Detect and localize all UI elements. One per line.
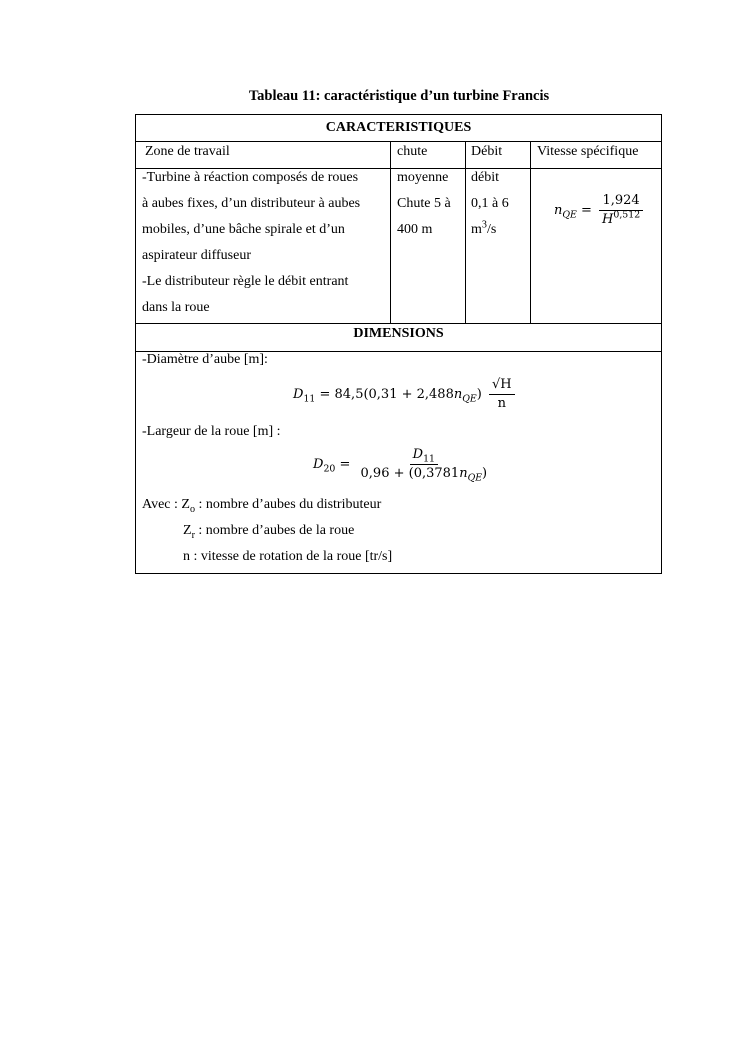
largeur-label: -Largeur de la roue [m] : <box>142 424 281 439</box>
col-header-debit: Débit <box>471 144 503 159</box>
zr-line: $Z_r$ : nombre d’aubes de la roue <box>183 523 355 541</box>
chute-line: 400 m <box>397 222 433 237</box>
diametre-formula: $D_{11} = 84,5(0,31 + 2,488n_{QE})$ $\frac{√H}{n}$ <box>293 377 518 412</box>
characteristics-table <box>135 114 662 574</box>
zone-description <box>142 165 386 321</box>
vitesse-formula: $n_{QE}$ = $\frac{1,924}{H^{0,512}}$ <box>554 193 646 228</box>
diametre-label: -Diamètre d’aube [m]: <box>142 352 268 367</box>
col-divider <box>465 141 466 323</box>
largeur-formula: $D_{20}$ = $\frac{D_{11}}{0,96 + (0,3781n_{QE})}$ <box>313 447 488 484</box>
col-header-chute: chute <box>397 144 428 159</box>
n-line: n : vitesse de rotation de la roue [tr/s] <box>183 549 393 564</box>
debit-line: débit <box>471 170 499 185</box>
chute-line: moyenne <box>397 170 449 185</box>
col-divider <box>530 141 531 323</box>
zone-line: dans la roue <box>142 300 210 315</box>
debit-value <box>471 165 529 243</box>
col-divider <box>390 141 391 323</box>
zone-line: -Le distributeur règle le débit entrant <box>142 274 349 289</box>
debit-line: $m^3/s$ <box>471 219 497 237</box>
table-title: Tableau 11: caractéristique d’un turbine Francis <box>248 88 550 104</box>
chute-line: Chute 5 à <box>397 196 451 211</box>
zone-line: -Turbine à réaction composés de roues <box>142 170 359 185</box>
characteristics-header: CARACTERISTIQUES <box>325 120 472 135</box>
zone-line: à aubes fixes, d’un distributeur à aubes <box>142 196 361 211</box>
dimensions-header: DIMENSIONS <box>353 326 444 341</box>
debit-line: 0,1 à 6 <box>471 196 509 211</box>
col-header-vitesse: Vitesse spécifique <box>537 144 639 159</box>
chute-value <box>397 165 463 243</box>
col-header-zone: Zone de travail <box>145 144 230 159</box>
zone-line: aspirateur diffuseur <box>142 248 251 263</box>
zone-line: mobiles, d’une bâche spirale et d’un <box>142 222 345 237</box>
avec-line: Avec : $Z_o$ : nombre d’aubes du distributeur <box>142 497 382 515</box>
